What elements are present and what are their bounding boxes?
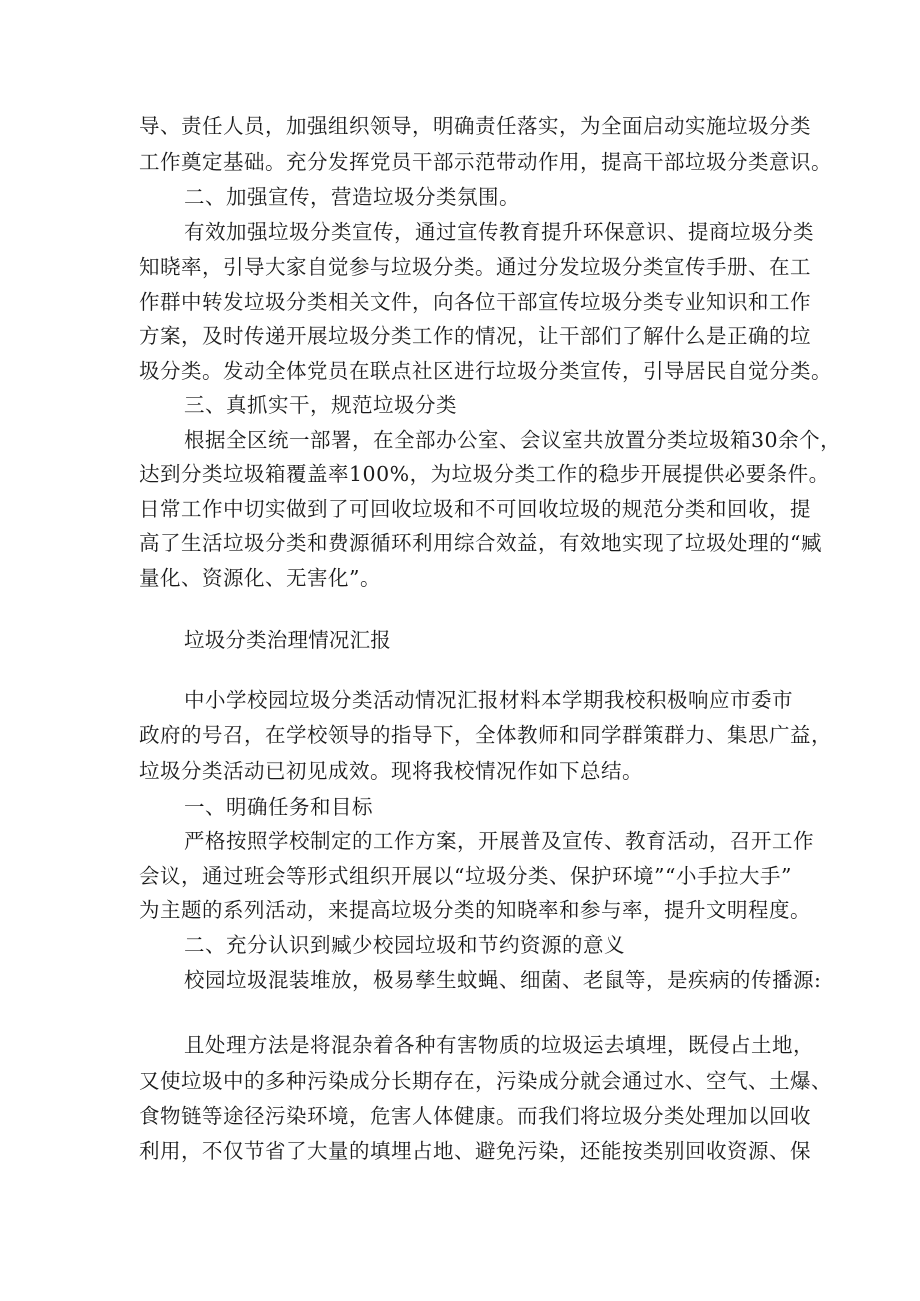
section-heading: 二、充分认识到臧少校园垃圾和节约资源的意义 xyxy=(184,933,625,957)
paragraph-line: 量化、资源化、无害化”。 xyxy=(139,566,381,590)
paragraph-line: 达到分类垃圾箱覆盖率100%，为垃圾分类工作的稳步开展提供必要条件。 xyxy=(139,462,830,486)
paragraph-line: 为主题的系列活动，来提高垃圾分类的知晓率和参与率，提升文明程度。 xyxy=(139,898,811,922)
paragraph-line: 中小学校园垃圾分类活动情况汇报材料本学期我校积极响应市委市 xyxy=(184,688,793,712)
paragraph-line: 圾分类。发动全体党员在联点社区进行垃圾分类宣传，引导居民自觉分类。 xyxy=(139,359,832,383)
paragraph-line: 食物链等途径污染环境，危害人体健康。而我们将垃圾分类处理加以回收 xyxy=(139,1104,811,1128)
paragraph-line: 又使垃圾中的多种污染成分长期存在，污染成分就会通过水、空气、土爆、 xyxy=(139,1069,832,1093)
paragraph-line: 工作奠定基础。充分发挥党员干部示范带动作用，提高干部垃圾分类意识。 xyxy=(139,150,832,174)
paragraph-line: 方案，及时传递开展垃圾分类工作的情况，让干部们了解什么是正确的垃 xyxy=(139,324,811,348)
paragraph-line: 垃圾分类活动已初见成效。现将我校情况作如下总结。 xyxy=(139,759,643,783)
section-heading: 一、明确任务和目标 xyxy=(184,795,373,819)
paragraph-line: 日常工作中切实做到了可回收垃圾和不可回收垃圾的规范分类和回收，提 xyxy=(139,497,811,521)
section-heading: 三、真抓实干，规范垃圾分类 xyxy=(184,393,457,417)
paragraph-line: 政府的号召，在学校领导的指导下，全体教师和同学群策群力、集思广益， xyxy=(139,723,832,747)
paragraph-line: 作群中转发垃圾分类相关文件，向各位干部宣传垃圾分类专业知识和工作 xyxy=(139,290,811,314)
document-title: 垃圾分类治理情况汇报 xyxy=(184,628,391,652)
paragraph-line: 导、责任人员，加强组织领导，明确责任落实，为全面启动实施垃圾分类 xyxy=(139,114,811,138)
paragraph-line: 知晓率，引导大家自觉参与垃圾分类。通过分发垃圾分类宣传手册、在工 xyxy=(139,255,811,279)
paragraph-line: 校园垃圾混装堆放，极易孳生蚊蝇、细菌、老鼠等，是疾病的传播源: xyxy=(184,968,822,992)
paragraph-line: 严格按照学校制定的工作方案，开展普及宣传、教育活动，召开工作 xyxy=(184,829,814,853)
paragraph-line: 利用，不仅节省了大量的填埋占地、避免污染，还能按类别回收资源、保 xyxy=(139,1139,811,1163)
paragraph-line: 会议，通过班会等形式组织开展以“垃圾分类、保护环境”“小手拉大手” xyxy=(139,864,792,888)
paragraph-line: 有效加强垃圾分类宣传，通过宣传教育提升环保意识、提商垃圾分类 xyxy=(184,220,814,244)
section-heading: 二、加强宣传，营造垃圾分类氛围。 xyxy=(184,185,520,209)
paragraph-line: 且处理方法是将混杂着各种有害物质的垃圾运去填埋，既侵占土地， xyxy=(184,1033,814,1057)
paragraph-line: 高了生活垃圾分类和费源循环利用综合效益，有效地实现了垃圾处理的“臧 xyxy=(139,531,822,555)
paragraph-line: 根据全区统一部署，在全部办公室、会议室共放置分类垃圾箱30余个， xyxy=(184,428,842,452)
